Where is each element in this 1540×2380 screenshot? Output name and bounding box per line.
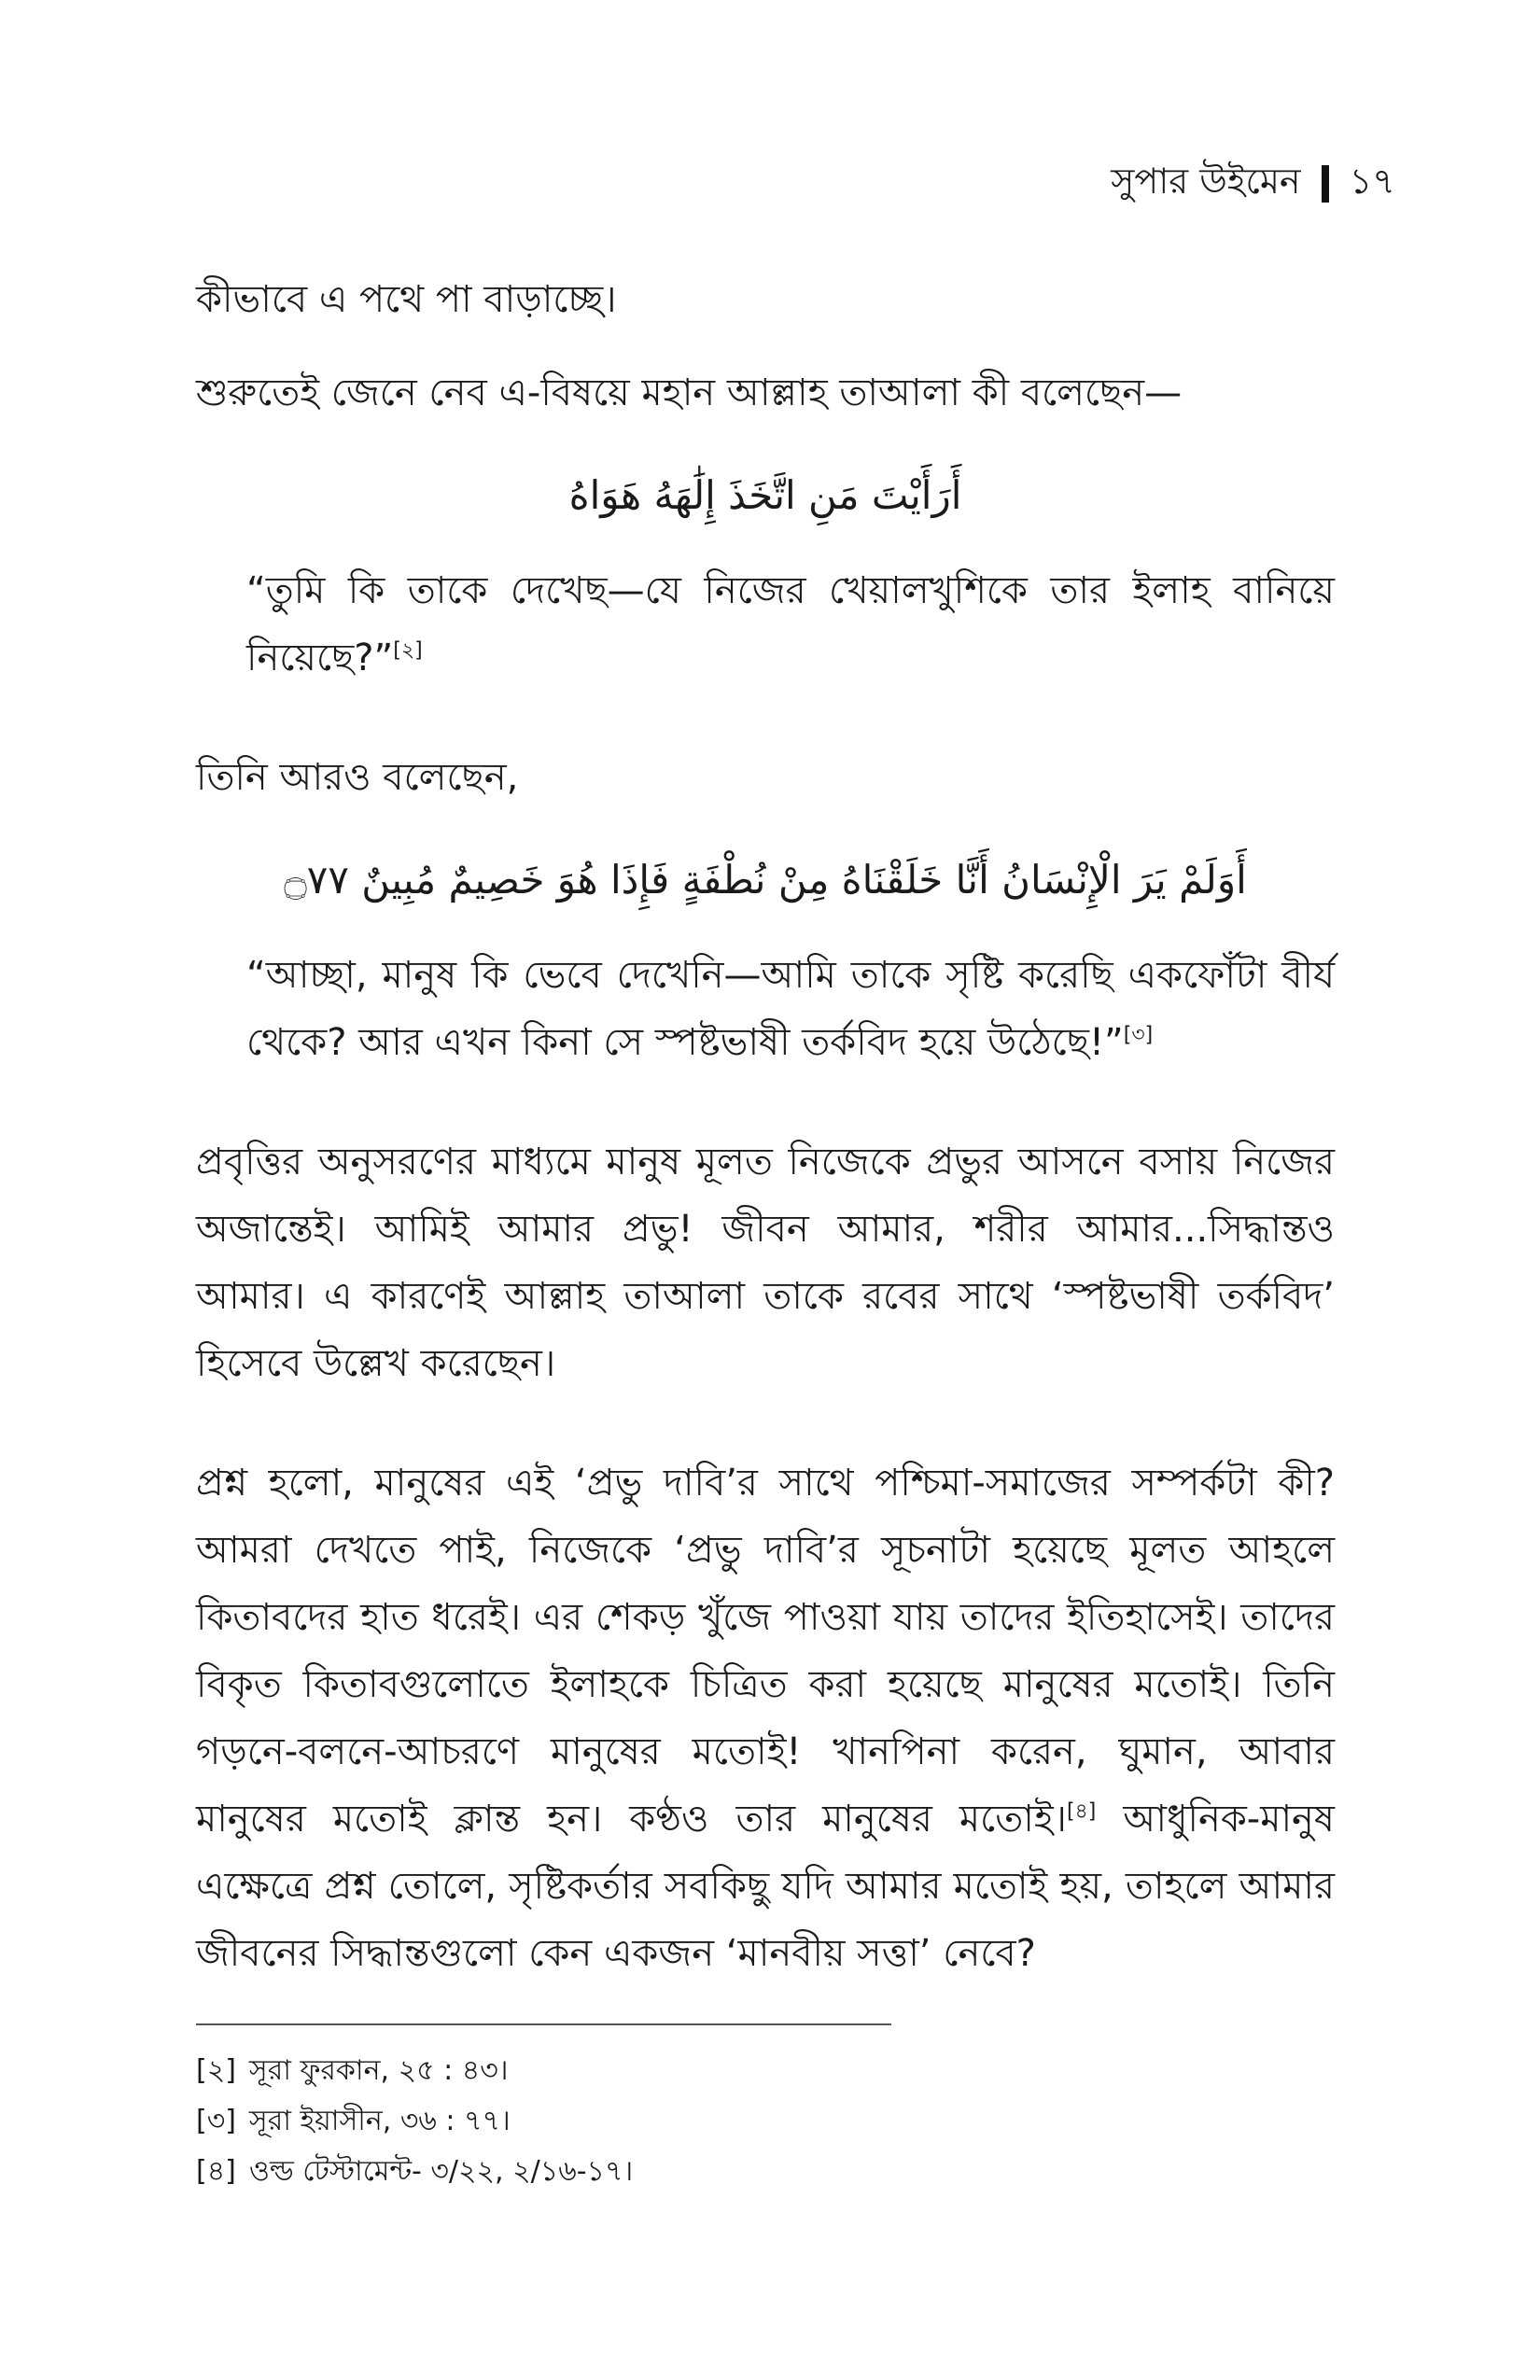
footnote-item (196, 2096, 633, 2147)
footnote-item (196, 2046, 633, 2096)
book-title: সুপার উইমেন (1111, 161, 1301, 202)
footnote-divider (196, 2023, 891, 2025)
paragraph-5-part-a: প্রশ্ন হলো, মানুষের এই ‘প্রভু দাবি’র সাথে পশ্চিমা-সমাজের সম্পর্কটা কী? আমরা দেখতে পাই, নিজেকে ‘প্রভু দাবি’র সূচনাটা হয়েছে মূলত আহলে কিতাবদের হাত ধরেই। এর শেকড় খুঁজে পাওয়া যায় তাদের ইতিহাসেই। তাদের বিকৃত কিতাবগুলোতে ইলাহকে চিত্রিত করা হয়েছে মানুষের মতোই। তিনি গড়নে-বলনে-আচরণে মানুষের মতোই! খানপিনা করেন, ঘুমান, আবার মানুষের মতোই ক্লান্ত হন। কণ্ঠও তার মানুষের মতোই। (196, 1462, 1335, 1841)
paragraph-5-part-b: আধুনিক-মানুষ এক্ষেত্রে প্রশ্ন তোলে, সৃষ্টিকর্তার সবকিছু যদি আমার মতোই হয়, তাহলে আমার জীবনের সিদ্ধান্তগুলো কেন একজন ‘মানবীয় সত্তা’ নেবে? (196, 1798, 1335, 1975)
arabic-verse-2: أَوَلَمْ يَرَ الْإِنْسَانُ أَنَّا خَلَقْنَاهُ مِنْ نُطْفَةٍ فَإِذَا هُوَ خَصِيمٌ مُبِينٌ ۝٧٧ (284, 857, 1247, 903)
quote-1 (196, 557, 1335, 692)
footnote-ref-2[interactable]: [২] (393, 638, 423, 663)
footnote-text: সূরা ফুরকান, ২৫ : ৪৩। (248, 2054, 509, 2087)
arabic-verse-1: أَرَأَيْتَ مَنِ اتَّخَذَ إِلَٰهَهُ هَوَاهُ (568, 472, 962, 518)
paragraph-5 (196, 1449, 1335, 1987)
footnote-text: ওল্ড টেস্টামেন্ট- ৩/২২, ২/১৬-১৭। (248, 2155, 634, 2188)
footnote-ref-4[interactable]: [৪] (1066, 1799, 1097, 1824)
quote-1-text: “তুমি কি তাকে দেখেছ—যে নিজের খেয়ালখুশিকে তার ইলাহ বানিয়ে নিয়েছে?” (246, 569, 1335, 679)
paragraph-4: প্রবৃত্তির অনুসরণের মাধ্যমে মানুষ মূলত নিজেকে প্রভুর আসনে বসায় নিজের অজান্তেই। আমিই আমার প্রভু! জীবন আমার, শরীর আমার...সিদ্ধান্তও আমার। এ কারণেই আল্লাহ তাআলা তাকে রবের সাথে ‘স্পষ্টভাষী তর্কবিদ’ হিসেবে উল্লেখ করেছেন। (196, 1141, 1335, 1385)
paragraph-3: তিনি আরও বলেছেন, (196, 756, 519, 799)
footnote-item (196, 2147, 633, 2197)
page-number: ১৭ (1349, 161, 1395, 202)
paragraph-1: কীভাবে এ পথে পা বাড়াচ্ছে। (196, 278, 617, 321)
footnotes (196, 2046, 633, 2197)
footnote-number: [৩] (196, 2105, 236, 2137)
quote-2-text: “আচ্ছা, মানুষ কি ভেবে দেখেনি—আমি তাকে সৃষ্টি করেছি একফোঁটা বীর্য থেকে? আর এখন কিনা সে স্পষ্টভাষী তর্কবিদ হয়ে উঠেছে!” (246, 954, 1335, 1064)
quote-2 (196, 942, 1335, 1076)
header-separator (1322, 165, 1329, 203)
footnote-number: [২] (196, 2054, 236, 2087)
running-header (1111, 154, 1395, 214)
footnote-text: সূরা ইয়াসীন, ৩৬ : ৭৭। (248, 2105, 511, 2137)
footnote-number: [৪] (196, 2155, 236, 2188)
main-text (196, 266, 1335, 1987)
footnote-ref-3[interactable]: [৩] (1123, 1023, 1154, 1047)
paragraph-2: শুরুতেই জেনে নেব এ-বিষয়ে মহান আল্লাহ তাআলা কী বলেছেন— (196, 371, 1183, 414)
